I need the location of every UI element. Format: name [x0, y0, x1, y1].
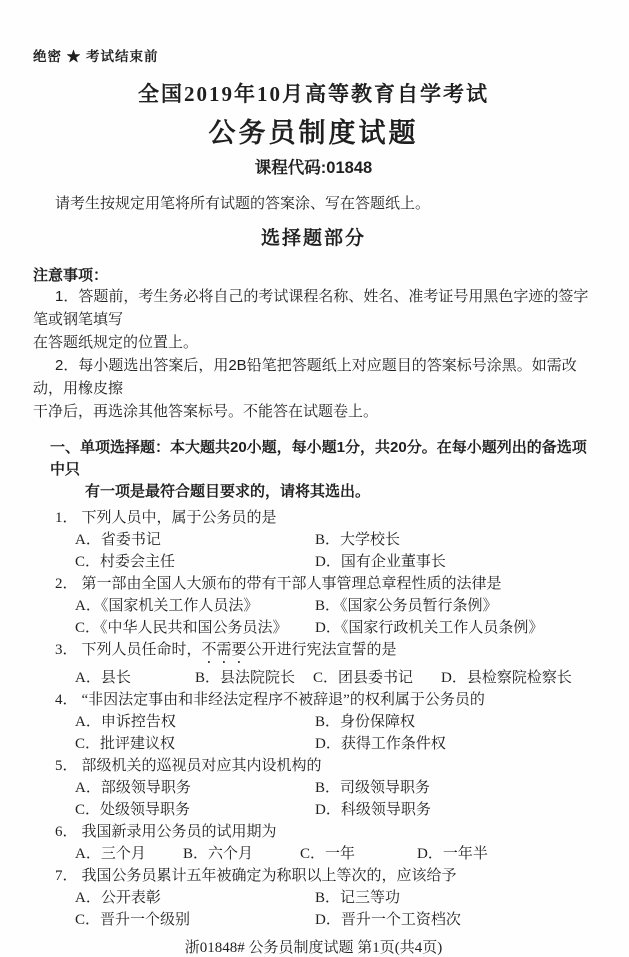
question-7-options: [75, 887, 594, 931]
question-3-text-emphasized: 不需要: [201, 642, 247, 658]
question-7-option-b: B．记三等功: [315, 890, 401, 906]
question-7-option-d: D．晋升一个工资档次: [315, 912, 461, 928]
question-2-stem: [55, 573, 594, 595]
question-3-option-d: D．县检察院检察长: [441, 670, 572, 686]
question-3-option-b: B．县法院院长: [195, 670, 296, 686]
question-1-option-a: A．省委书记: [75, 532, 161, 548]
question-2-option-b: B．《国家公务员暂行条例》: [315, 598, 498, 614]
question-5-number: 5．: [55, 758, 78, 774]
question-3-stem: [55, 639, 594, 667]
question-3-options: [75, 667, 594, 689]
question-7-text: 我国公务员累计五年被确定为称职以上等次的，应该给予: [81, 868, 457, 884]
part-one-header-line-1: 一、单项选择题：本大题共20小题，每小题1分，共20分。在每小题列出的备选项中只: [50, 439, 587, 478]
question-item-3: [33, 639, 594, 689]
question-2-option-a: A．《国家机关工作人员法》: [75, 598, 259, 614]
question-item-5: [33, 755, 594, 821]
question-5-stem: [55, 755, 594, 777]
question-3-text-pre: 下列人员任命时，: [81, 642, 202, 658]
note-item-2-line-2: 干净后，再选涂其他答案标号。不能答在试题卷上。: [33, 403, 379, 420]
question-1-text: 下列人员中，属于公务员的是: [81, 510, 277, 526]
question-item-2: [33, 573, 594, 639]
classification-banner: 绝密 ★ 考试结束前: [33, 49, 159, 64]
question-5-options: [75, 777, 594, 821]
question-item-1: [33, 507, 594, 573]
questions-list: [33, 507, 594, 931]
question-1-option-c: C．村委会主任: [75, 554, 176, 570]
question-item-6: [33, 821, 594, 865]
note-item-2-line-1: 2．每小题选出答案后，用2B铅笔把答题纸上对应题目的答案标号涂黑。如需改动，用橡皮擦: [33, 357, 577, 397]
question-3-text-post: 公开进行宪法宣誓的是: [246, 642, 397, 658]
question-5-option-b: B．司级领导职务: [315, 780, 431, 796]
question-2-option-d: D．《国家行政机关工作人员条例》: [315, 620, 544, 636]
question-1-options: [75, 529, 594, 573]
question-2-options: [75, 595, 594, 639]
question-item-7: [33, 865, 594, 931]
course-code: 课程代码:01848: [254, 159, 373, 177]
question-5-option-c: C．处级领导职务: [75, 802, 191, 818]
question-7-stem: [55, 865, 594, 887]
question-4-option-b: B．身份保障权: [315, 714, 416, 730]
question-4-option-a: A．申诉控告权: [75, 714, 176, 730]
question-6-option-d: D．一年半: [417, 846, 488, 862]
question-7-option-a: A．公开表彰: [75, 890, 161, 906]
question-7-option-c: C．晋升一个级别: [75, 912, 191, 928]
question-4-option-d: D．获得工作条件权: [315, 736, 446, 752]
question-2-text: 第一部由全国人大颁布的带有干部人事管理总章程性质的法律是: [81, 576, 502, 592]
question-3-option-c: C．团县委书记: [313, 670, 414, 686]
notes-block: [33, 264, 594, 423]
question-2-option-c: C．《中华人民共和国公务员法》: [75, 620, 288, 636]
question-2-number: 2．: [55, 576, 78, 592]
question-1-option-d: D．国有企业董事长: [315, 554, 446, 570]
part-one-header: [33, 437, 594, 503]
question-7-number: 7．: [55, 868, 78, 884]
note-item-1-line-1: 1．答题前，考生务必将自己的考试课程名称、姓名、准考证号用黑色字迹的签字笔或钢笔填写: [33, 288, 589, 328]
question-6-text: 我国新录用公务员的试用期为: [81, 824, 277, 840]
note-item-1-line-2: 在答题纸规定的位置上。: [33, 334, 199, 351]
part-one-header-line-2: 有一项是最符合题目要求的，请将其选出。: [85, 483, 371, 500]
question-4-number: 4．: [55, 692, 78, 708]
question-1-option-b: B．大学校长: [315, 532, 401, 548]
question-6-option-c: C．一年: [300, 846, 356, 862]
question-6-stem: [55, 821, 594, 843]
notes-heading: 注意事项：: [33, 267, 109, 284]
question-5-text: 部级机关的巡视员对应其内设机构的: [81, 758, 322, 774]
answer-sheet-instruction: 请考生按规定用笔将所有试题的答案涂、写在答题纸上。: [55, 195, 431, 212]
question-4-text: “非因法定事由和非经法定程序不被辞退”的权利属于公务员的: [81, 692, 485, 708]
page-footer: 浙01848# 公务员制度试题 第1页(共4页): [184, 940, 443, 956]
question-1-stem: [55, 507, 594, 529]
exam-title: 全国2019年10月高等教育自学考试: [138, 82, 489, 106]
question-1-number: 1．: [55, 510, 78, 526]
question-item-4: [33, 689, 594, 755]
question-6-number: 6．: [55, 824, 78, 840]
question-3-number: 3．: [55, 642, 78, 658]
question-6-option-b: B．六个月: [183, 846, 254, 862]
question-5-option-a: A．部级领导职务: [75, 780, 191, 796]
question-4-stem: [55, 689, 594, 711]
question-6-option-a: A．三个月: [75, 846, 146, 862]
paper-title: 公务员制度试题: [208, 118, 419, 148]
question-4-option-c: C．批评建议权: [75, 736, 176, 752]
question-3-option-a: A．县长: [75, 670, 131, 686]
question-5-option-d: D．科级领导职务: [315, 802, 431, 818]
question-6-options: [75, 843, 594, 865]
question-4-options: [75, 711, 594, 755]
section-title: 选择题部分: [260, 228, 366, 249]
